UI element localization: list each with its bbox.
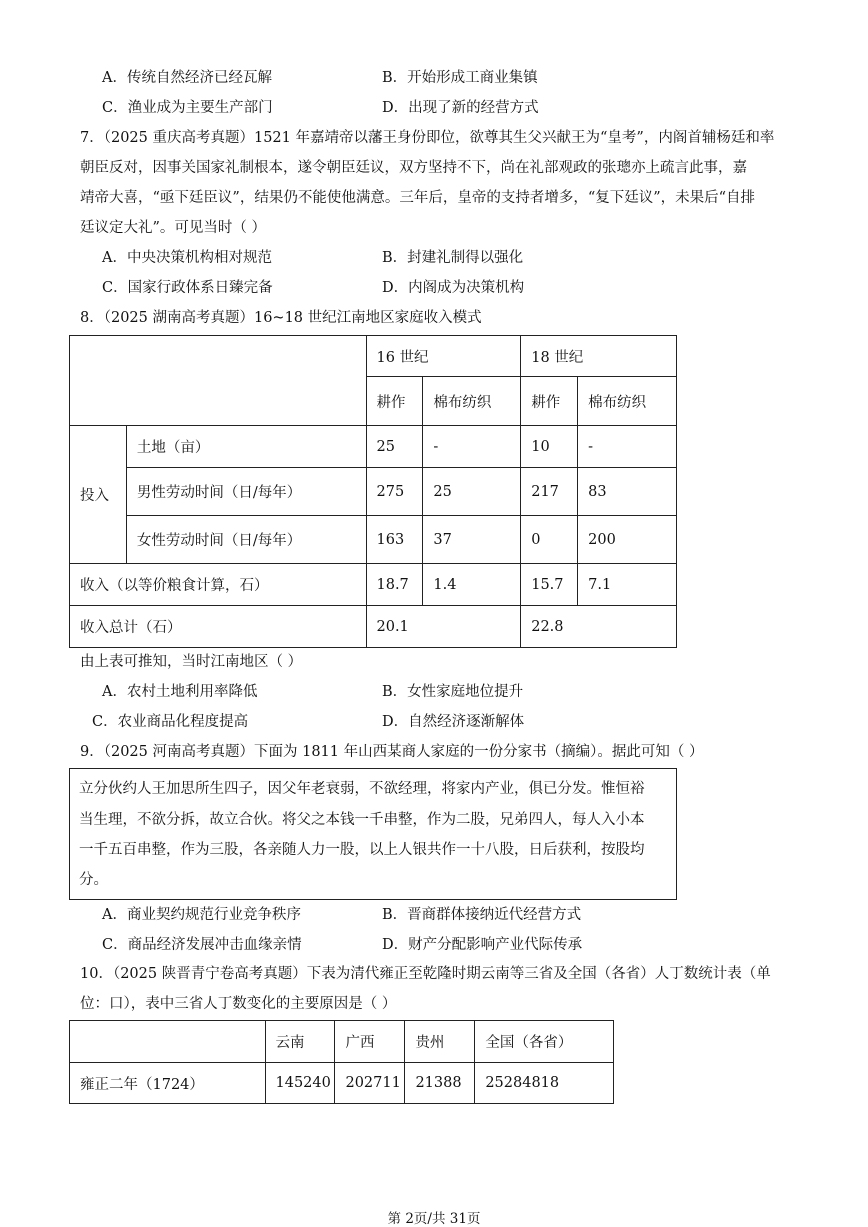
column-header: 全国（各省） (475, 1021, 614, 1063)
q7-stem-line-3: 靖帝大喜，“亟下廷臣议”，结果仍不能使他满意。三年后，皇帝的支持者增多，“复下廷议”，未果后“自排 (80, 190, 756, 206)
q8-question: 由上表可推知，当时江南地区（ ） (80, 654, 303, 670)
q9-option-a: A．商业契约规范行业竞争秩序 (102, 907, 301, 923)
table-cell: 10 (521, 426, 578, 468)
row-label: 男性劳动时间（日/每年） (126, 468, 366, 516)
table-cell: 1.4 (423, 564, 521, 606)
q8-income-table (69, 335, 677, 648)
q6-option-a: A．传统自然经济已经瓦解 (102, 70, 272, 86)
table-row (70, 468, 677, 516)
quote-line: 当生理，不欲分拆，故立合伙。将父之本钱一千串整，作为二股，兄弟四人，每人入小本 (79, 812, 645, 828)
q8-option-b: B．女性家庭地位提升 (382, 684, 524, 700)
quote-line: 一千五百串整，作为三股，各亲随人力一股，以上人银共作一十八股，日后获利，按股均 (79, 842, 645, 858)
table-cell: 0 (521, 516, 578, 564)
table-cell: 37 (423, 516, 521, 564)
group-label-input: 投入 (70, 426, 127, 564)
table-cell: 20.1 (366, 606, 521, 648)
q8-stem: 8．（2025 湖南高考真题）16~18 世纪江南地区家庭收入模式 (80, 310, 482, 326)
table-cell: 18.7 (366, 564, 423, 606)
row-label: 雍正二年（1724） (70, 1063, 266, 1104)
header-18th-century: 18 世纪 (521, 336, 677, 377)
table-cell: - (578, 426, 677, 468)
q9-option-d: D．财产分配影响产业代际传承 (382, 937, 583, 953)
q10-stem-line-2: 位：口），表中三省人丁数变化的主要原因是（ ） (80, 996, 397, 1012)
header-16th-century: 16 世纪 (366, 336, 521, 377)
table-row (70, 426, 677, 468)
q10-population-table (69, 1020, 614, 1104)
table-cell: 163 (366, 516, 423, 564)
table-cell: 25 (366, 426, 423, 468)
table-row (70, 606, 677, 648)
q7-stem-line-2: 朝臣反对，因事关国家礼制根本，遂令朝臣廷议，双方坚持不下，尚在礼部观政的张璁亦上疏言此事，嘉 (80, 160, 747, 176)
quote-line: 立分伙约人王加思所生四子，因父年老衰弱，不欲经理，将家内产业，俱已分发。惟恒裕 (79, 781, 645, 797)
subheader-cell: 耕作 (366, 377, 423, 426)
column-header: 广西 (335, 1021, 405, 1063)
row-label: 收入总计（石） (70, 606, 367, 648)
quote-line: 分。 (79, 872, 108, 888)
row-label: 女性劳动时间（日/每年） (126, 516, 366, 564)
q7-stem-line-1: 7．（2025 重庆高考真题）1521 年嘉靖帝以藩王身份即位，欲尊其生父兴献王为“皇考”，内阁首辅杨廷和率 (80, 130, 775, 146)
q9-quote-box (69, 768, 677, 900)
table-cell: 25284818 (475, 1063, 614, 1104)
q8-option-c: C．农业商品化程度提高 (92, 714, 249, 730)
table-row (70, 516, 677, 564)
table-cell: 7.1 (578, 564, 677, 606)
q9-option-c: C．商品经济发展冲击血缘亲情 (102, 937, 302, 953)
table-cell: 22.8 (521, 606, 677, 648)
column-header: 云南 (265, 1021, 335, 1063)
q6-option-d: D．出现了新的经营方式 (382, 100, 539, 116)
table-corner-cell (70, 1021, 266, 1063)
q7-option-d: D．内阁成为决策机构 (382, 280, 525, 296)
subheader-cell: 棉布纺织 (578, 377, 677, 426)
page-footer: 第 2页/共 31页 (387, 1211, 481, 1227)
q7-stem-line-4: 廷议定大礼”。可见当时（ ） (80, 220, 267, 236)
q9-stem: 9．（2025 河南高考真题）下面为 1811 年山西某商人家庭的一份分家书（摘编）。据此可知（ ） (80, 744, 704, 760)
q7-option-c: C．国家行政体系日臻完备 (102, 280, 273, 296)
table-cell: 83 (578, 468, 677, 516)
table-cell: 15.7 (521, 564, 578, 606)
table-cell: 217 (521, 468, 578, 516)
table-cell: 200 (578, 516, 677, 564)
table-row (70, 564, 677, 606)
table-cell: 145240 (265, 1063, 335, 1104)
table-cell: 275 (366, 468, 423, 516)
q9-option-b: B．晋商群体接纳近代经营方式 (382, 907, 582, 923)
column-header: 贵州 (405, 1021, 475, 1063)
q6-option-c: C．渔业成为主要生产部门 (102, 100, 273, 116)
q8-option-d: D．自然经济逐渐解体 (382, 714, 525, 730)
table-cell: 21388 (405, 1063, 475, 1104)
row-label: 土地（亩） (126, 426, 366, 468)
row-label: 收入（以等价粮食计算，石） (70, 564, 367, 606)
table-corner-cell (70, 336, 367, 426)
table-cell: - (423, 426, 521, 468)
q6-option-b: B．开始形成工商业集镇 (382, 70, 538, 86)
subheader-cell: 棉布纺织 (423, 377, 521, 426)
table-cell: 202711 (335, 1063, 405, 1104)
q7-option-a: A．中央决策机构相对规范 (102, 250, 272, 266)
q8-option-a: A．农村土地利用率降低 (102, 684, 258, 700)
q7-option-b: B．封建礼制得以强化 (382, 250, 524, 266)
q10-stem-line-1: 10．（2025 陕晋青宁卷高考真题）下表为清代雍正至乾隆时期云南等三省及全国（各省）人丁数统计表（单 (80, 966, 771, 982)
table-cell: 25 (423, 468, 521, 516)
table-row (70, 1063, 614, 1104)
subheader-cell: 耕作 (521, 377, 578, 426)
